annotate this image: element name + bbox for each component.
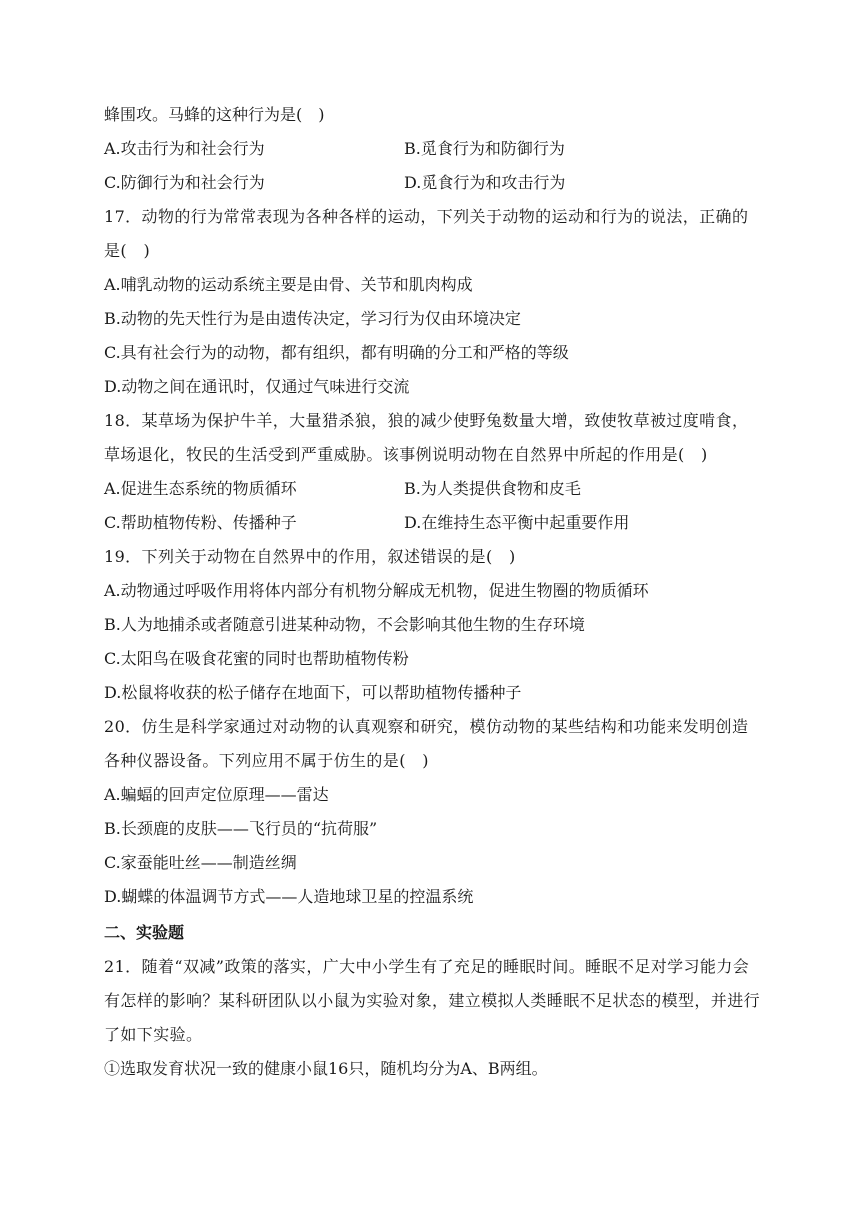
question-19-option-b: B.人为地捕杀或者随意引进某种动物，不会影响其他生物的生存环境: [104, 615, 585, 634]
question-21: [104, 950, 764, 1086]
question-18-options-row-2: [104, 506, 764, 540]
section-heading-experiment: 二、实验题: [104, 923, 185, 942]
question-19-text: 19．下列关于动物在自然界中的作用，叙述错误的是( ): [104, 547, 516, 566]
question-21-text: 21．随着“双减”政策的落实，广大中小学生有了充足的睡眠时间。睡眠不足对学习能力会有怎样的影响？某科研团队以小鼠为实验对象，建立模拟人类睡眠不足状态的模型，并进行了如下实验。: [104, 957, 761, 1044]
question-19-option-c: C.太阳鸟在吸食花蜜的同时也帮助植物传粉: [104, 649, 409, 668]
question-17: [104, 200, 764, 404]
question-18-option-d: D.在维持生态平衡中起重要作用: [404, 513, 630, 532]
exam-page: [104, 98, 764, 1086]
question-18-option-b: B.为人类提供食物和皮毛: [404, 479, 581, 498]
question-16-tail: 蜂围攻。马蜂的这种行为是( ): [104, 105, 325, 124]
question-16-option-c: C.防御行为和社会行为: [104, 173, 265, 192]
question-20-option-b: B.长颈鹿的皮肤——飞行员的“抗荷服”: [104, 819, 378, 838]
question-16-options-row-1: [104, 132, 764, 166]
question-18-option-a: A.促进生态系统的物质循环: [104, 479, 297, 498]
question-20-option-a: A.蝙蝠的回声定位原理——雷达: [104, 785, 329, 804]
question-17-option-a: A.哺乳动物的运动系统主要是由骨、关节和肌肉构成: [104, 275, 473, 294]
question-18: [104, 404, 764, 540]
question-19: [104, 540, 764, 710]
question-21-step-1: ①选取发育状况一致的健康小鼠16只，随机均分为A、B两组。: [104, 1059, 548, 1078]
question-16-option-d: D.觅食行为和攻击行为: [404, 173, 566, 192]
question-17-option-d: D.动物之间在通讯时，仅通过气味进行交流: [104, 377, 410, 396]
question-17-option-c: C.具有社会行为的动物，都有组织，都有明确的分工和严格的等级: [104, 343, 569, 362]
question-18-options-row-1: [104, 472, 764, 506]
question-17-text: 17．动物的行为常常表现为各种各样的运动，下列关于动物的运动和行为的说法，正确的是( ): [104, 207, 749, 260]
question-18-text: 18．某草场为保护牛羊，大量猎杀狼，狼的减少使野兔数量大增，致使牧草被过度啃食，草场退化，牧民的生活受到严重威胁。该事例说明动物在自然界中所起的作用是( ): [104, 411, 749, 464]
question-19-option-a: A.动物通过呼吸作用将体内部分有机物分解成无机物，促进生物圈的物质循环: [104, 581, 649, 600]
question-17-option-b: B.动物的先天性行为是由遗传决定，学习行为仅由环境决定: [104, 309, 521, 328]
question-16-option-a: A.攻击行为和社会行为: [104, 139, 265, 158]
question-16: [104, 98, 764, 200]
question-18-option-c: C.帮助植物传粉、传播种子: [104, 513, 297, 532]
question-20-text: 20．仿生是科学家通过对动物的认真观察和研究，模仿动物的某些结构和功能来发明创造各种仪器设备。下列应用不属于仿生的是( ): [104, 717, 749, 770]
question-16-options-row-2: [104, 166, 764, 200]
question-20-option-c: C.家蚕能吐丝——制造丝绸: [104, 853, 297, 872]
question-20: [104, 710, 764, 914]
question-20-option-d: D.蝴蝶的体温调节方式——人造地球卫星的控温系统: [104, 887, 474, 906]
question-16-option-b: B.觅食行为和防御行为: [404, 139, 565, 158]
question-19-option-d: D.松鼠将收获的松子储存在地面下，可以帮助植物传播种子: [104, 683, 522, 702]
